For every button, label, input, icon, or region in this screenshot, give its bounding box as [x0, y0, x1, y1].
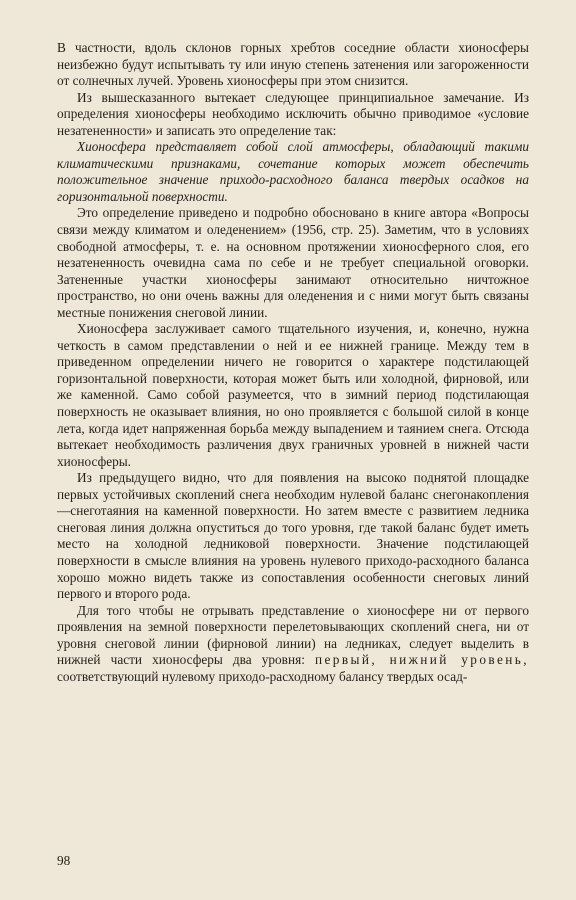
paragraph-7-continuation: соответствующий нулевому приходо-расходному балансу твердых осад- [57, 668, 468, 684]
paragraph-7 [57, 603, 529, 686]
paragraph-1: В частности, вдоль склонов горных хребтов соседние области хионосферы неизбежно будут испытывать ту или иную степень затенения или загороженности от солнечных лучей. Уровень хионосферы при этом снизится. [57, 40, 529, 89]
paragraph-2: Из вышесказанного вытекает следующее принципиальное замечание. Из определения хионосферы необходимо исключить обычно приводимое «условие незатененности» и записать это определение так: [57, 89, 529, 138]
body-text [57, 40, 529, 685]
definition-paragraph: Хионосфера представляет собой слой атмосферы, обладающий такими климатическими признаками, сочетание которых может обеспечить положительное значение приходо-расходного баланса твердых осадков на горизонтальной поверхности. [57, 139, 529, 204]
paragraph-7-text: Для того чтобы не отрывать представление о хионосфере ни от первого проявления на земной поверхности перелетовывающих скоплений снега, ни от уровня снеговой линии (фирновой линии) на ледниках, следует выделить в нижней части хионосферы два уровня: [57, 602, 529, 668]
page-number: 98 [57, 853, 71, 868]
paragraph-4: Это определение приведено и подробно обосновано в книге автора «Вопросы связи между климатом и оледенением» (1956, стр. 25). Заметим, что в условиях свободной атмосферы, т. е. на основном протяжении хионосферного слоя, его незатененность очевидна сама по себе и не требует специальной оговорки. Затененные участки хионосферы занимают относительно ничтожное пространство, но они очень важны для оледенения и с ними могут быть связаны местные понижения снеговой линии. [57, 205, 529, 320]
paragraph-5: Хионосфера заслуживает самого тщательного изучения, и, конечно, нужна четкость в самом представлении о ней и ее нижней границе. Между тем в приведенном определении ничего не говорится о характере подстилающей горизонтальной поверхности, которая может быть или холодной, фирновой, или же каменной. Само собой разумеется, что в зимний период подстилающая поверхность не оказывает влияния, но оно проявляется с большой силой в конце лета, когда идет напряженная борьба между выпадением и таянием снега. Отсюда вытекает необходимость различения двух граничных уровней в нижней части хионосферы. [57, 321, 529, 469]
spaced-emphasis: первый, нижний уровень, [314, 652, 529, 668]
paragraph-6: Из предыдущего видно, что для появления на высоко поднятой площадке первых устойчивых скоплений снега необходим нулевой баланс снегонакопления—снеготаяния на каменной поверхности. Но затем вместе с развитием ледника снеговая линия должна опуститься до того уровня, где такой баланс будет иметь место на холодной ледниковой поверхности. Значение подстилающей поверхности в смысле влияния на уровень нулевого приходо-расходного баланса хорошо можно видеть также из сопоставления особенности снеговых линий первого и второго рода. [57, 470, 529, 602]
